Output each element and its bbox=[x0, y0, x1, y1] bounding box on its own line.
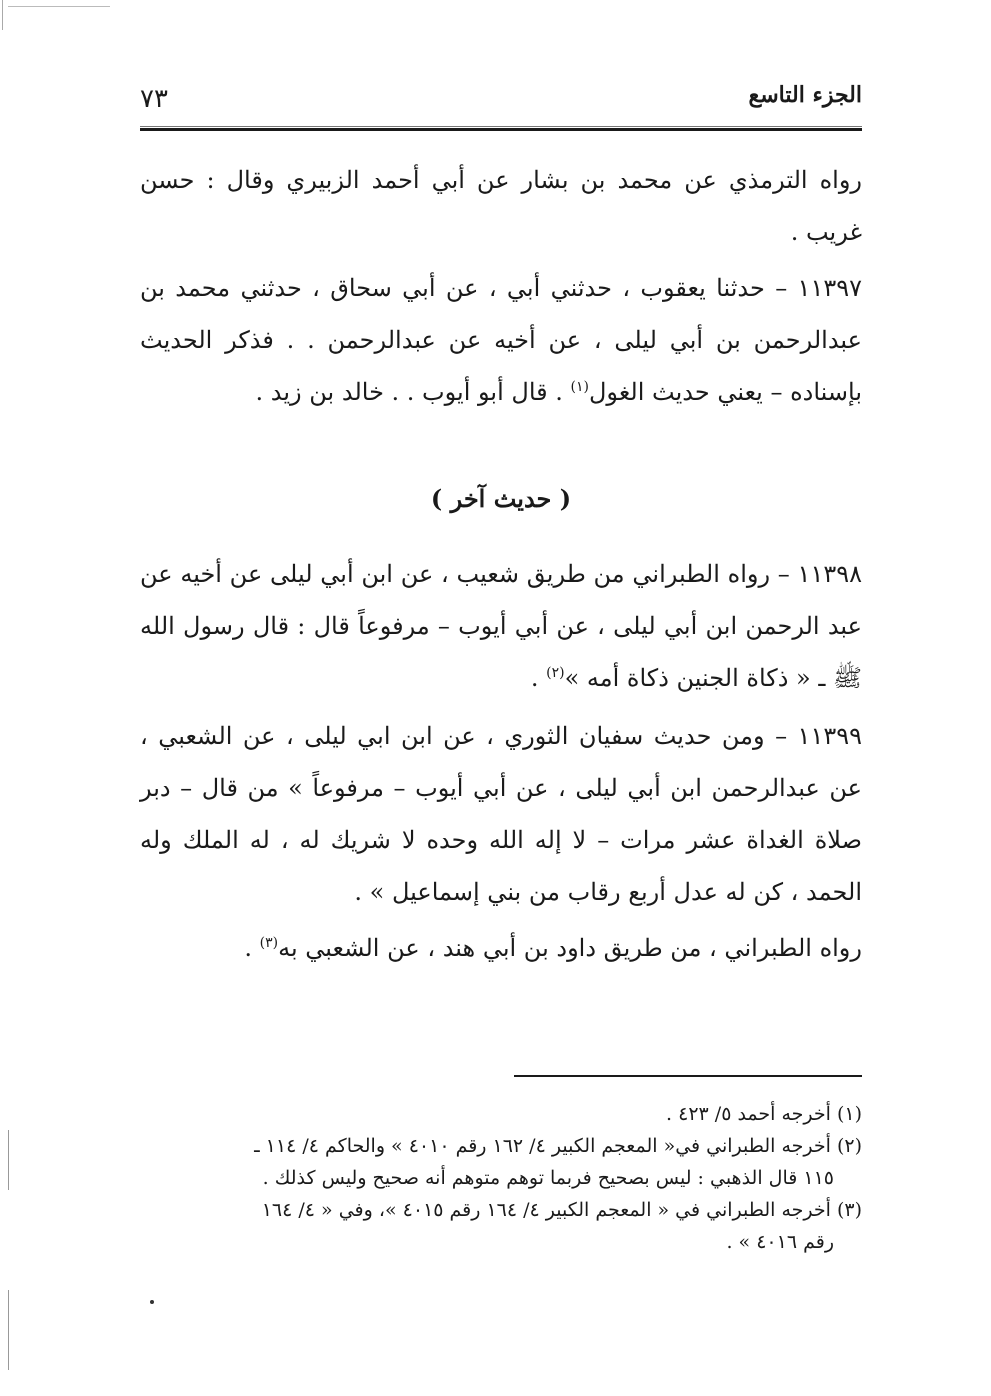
paragraph-11399-text: ١١٣٩٩ – ومن حديث سفيان الثوري ، عن ابن ابي ليلى ، عن الشعبي ، عن عبدالرحمن ابن أبي ليلى ، عن أبي أيوب – مرفوعاً » من قال – دبر صلاة الغداة عشر مرات – لا إله الله وحده لا شريك له ، له الملك وله الحمد ، كن له عدل أربع رقاب من بني إسماعيل » . bbox=[140, 722, 862, 906]
footnote-ref-1: (١) bbox=[570, 379, 589, 395]
page-number: ٧٣ bbox=[140, 84, 168, 114]
footnote-2-line-2: ١١٥ قال الذهبي : ليس بصحيح فربما توهم متوهم أنه صحيح وليس كذلك . bbox=[262, 1167, 834, 1189]
section-title: ( حديث آخر ) bbox=[430, 484, 572, 513]
paragraph-11397-text: ١١٣٩٧ – حدثنا يعقوب ، حدثني أبي ، عن أبي سحاق ، حدثني محمد بن عبدالرحمن بن أبي ليلى ، عن أخيه عن عبدالرحمن . . فذكر الحديث بإسناده – يعني حديث الغول bbox=[140, 274, 862, 406]
paragraph-11397 bbox=[140, 262, 862, 418]
footnote-1: (١) أخرجه أحمد ٥/ ٤٢٣ . bbox=[666, 1103, 862, 1125]
scan-artifact bbox=[8, 6, 98, 7]
scan-dot bbox=[150, 1300, 154, 1304]
footnote-3-line-1: (٣) أخرجه الطبراني في « المعجم الكبير ٤/ ١٦٤ رقم ٤٠١٥ »، وفي « ٤/ ١٦٤ bbox=[261, 1199, 862, 1221]
paragraph-5-text: رواه الطبراني ، من طريق داود بن أبي هند ، عن الشعبي به bbox=[278, 934, 862, 962]
paragraph-1-text: رواه الترمذي عن محمد بن بشار عن أبي أحمد الزبيري وقال : حسن غريب . bbox=[140, 166, 862, 246]
footnote-divider bbox=[514, 1075, 862, 1077]
footnotes bbox=[140, 1098, 862, 1258]
paragraph-5 bbox=[140, 922, 862, 974]
header-divider-thin bbox=[140, 126, 862, 127]
running-title: الجزء التاسع bbox=[748, 82, 862, 108]
footnote-ref-2: (٢) bbox=[546, 665, 565, 681]
paragraph-11398 bbox=[140, 548, 862, 704]
page-header bbox=[140, 80, 862, 126]
paragraph-11398-text: ١١٣٩٨ – رواه الطبراني من طريق شعيب ، عن ابن أبي ليلى عن أخيه عن عبد الرحمن ابن أبي ليلى ، عن أبي أيوب – مرفوعاً قال : قال رسول الله ﷺ ـ « ذكاة الجنين ذكاة أمه » bbox=[140, 560, 862, 692]
footnote-2-line-1: (٢) أخرجه الطبراني في« المعجم الكبير ٤/ ١٦٢ رقم ٤٠١٠ » والحاكم ٤/ ١١٤ ـ bbox=[254, 1135, 862, 1157]
paragraph-11397-tail: . قال أبو أيوب . . خالد بن زيد . bbox=[255, 378, 571, 406]
scan-artifact bbox=[2, 0, 3, 30]
paragraph-5-tail: . bbox=[244, 934, 260, 962]
footnote-3-line-2: رقم ٤٠١٦ » . bbox=[726, 1231, 834, 1253]
paragraph-11399 bbox=[140, 710, 862, 918]
scan-artifact bbox=[96, 6, 110, 7]
scan-artifact bbox=[8, 1290, 9, 1370]
scan-artifact bbox=[8, 1130, 9, 1190]
paragraph-11398-tail: . bbox=[530, 664, 547, 692]
header-divider bbox=[140, 128, 862, 131]
footnote-ref-3: (٣) bbox=[259, 935, 279, 951]
paragraph-1 bbox=[140, 154, 862, 258]
